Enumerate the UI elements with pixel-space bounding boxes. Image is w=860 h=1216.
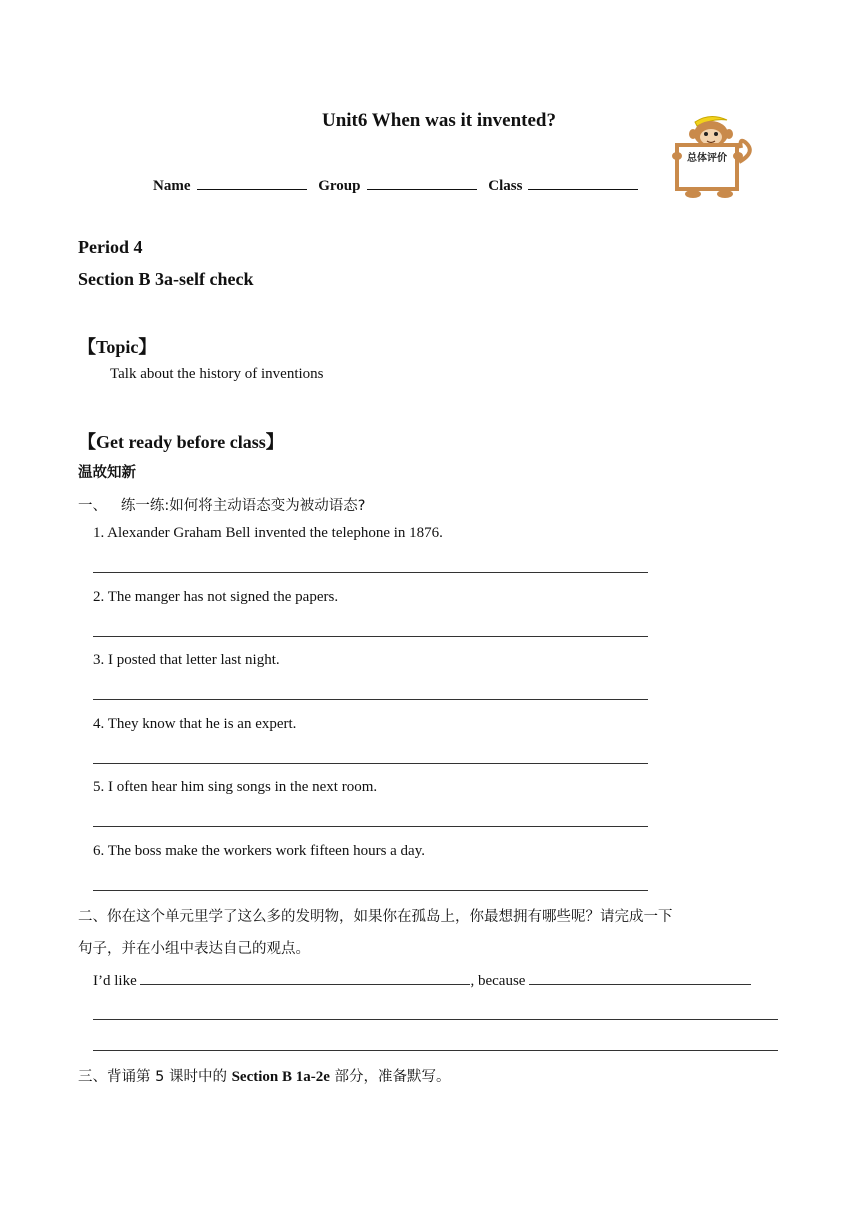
like-label: I’d like xyxy=(93,973,137,989)
group-blank[interactable] xyxy=(367,175,477,190)
part2-line2: 句子，并在小组中表达自己的观点。 xyxy=(78,941,310,957)
like-blank[interactable] xyxy=(140,970,470,985)
page-title: Unit6 When was it invented? xyxy=(321,110,556,131)
part1-title: 一、 练一练:如何将主动语态变为被动语态? xyxy=(78,498,366,514)
answer-line-8[interactable] xyxy=(93,1050,778,1051)
badge-text: 总体评价 xyxy=(687,153,727,164)
topic-text: Talk about the history of inventions xyxy=(110,366,324,382)
part2-line1: 二、你在这个单元里学了这么多的发明物，如果你在孤岛上，你最想拥有哪些呢？请完成一下 xyxy=(78,909,673,925)
ready-subheading: 温故知新 xyxy=(78,465,136,481)
answer-line-7[interactable] xyxy=(93,1019,778,1020)
class-label: Class xyxy=(488,178,523,194)
topic-heading: 【Topic】 xyxy=(78,337,157,357)
class-blank[interactable] xyxy=(528,175,638,190)
answer-line-2[interactable] xyxy=(93,636,648,637)
part3-prefix: 三、背诵第 5 课时中的 xyxy=(78,1069,232,1085)
sentence-5: 5. I often hear him sing songs in the next room. xyxy=(93,779,378,795)
part3-bold: Section B 1a-2e xyxy=(231,1069,330,1085)
ready-heading: 【Get ready before class】 xyxy=(78,432,284,452)
answer-line-6[interactable] xyxy=(93,890,648,891)
group-label: Group xyxy=(318,178,361,194)
part3-suffix: 部分，准备默写。 xyxy=(329,1069,451,1085)
period-label: Period 4 xyxy=(78,237,143,257)
because-blank[interactable] xyxy=(529,970,751,985)
answer-line-5[interactable] xyxy=(93,826,648,827)
student-info-row xyxy=(153,175,646,195)
part2-sentence xyxy=(93,970,751,990)
answer-line-4[interactable] xyxy=(93,763,648,764)
monkey-evaluation-icon xyxy=(665,112,755,200)
part3-text xyxy=(78,1065,451,1086)
sentence-3: 3. I posted that letter last night. xyxy=(93,652,280,668)
answer-line-3[interactable] xyxy=(93,699,648,700)
because-label: , because xyxy=(470,973,526,989)
sentence-6: 6. The boss make the workers work fifteen hours a day. xyxy=(93,843,425,859)
section-label: Section B 3a-self check xyxy=(78,269,254,289)
name-label: Name xyxy=(153,178,191,194)
sentence-4: 4. They know that he is an expert. xyxy=(93,716,297,732)
sentence-1: 1. Alexander Graham Bell invented the telephone in 1876. xyxy=(93,525,443,541)
sentence-2: 2. The manger has not signed the papers. xyxy=(93,589,339,605)
answer-line-1[interactable] xyxy=(93,572,648,573)
name-blank[interactable] xyxy=(197,175,307,190)
